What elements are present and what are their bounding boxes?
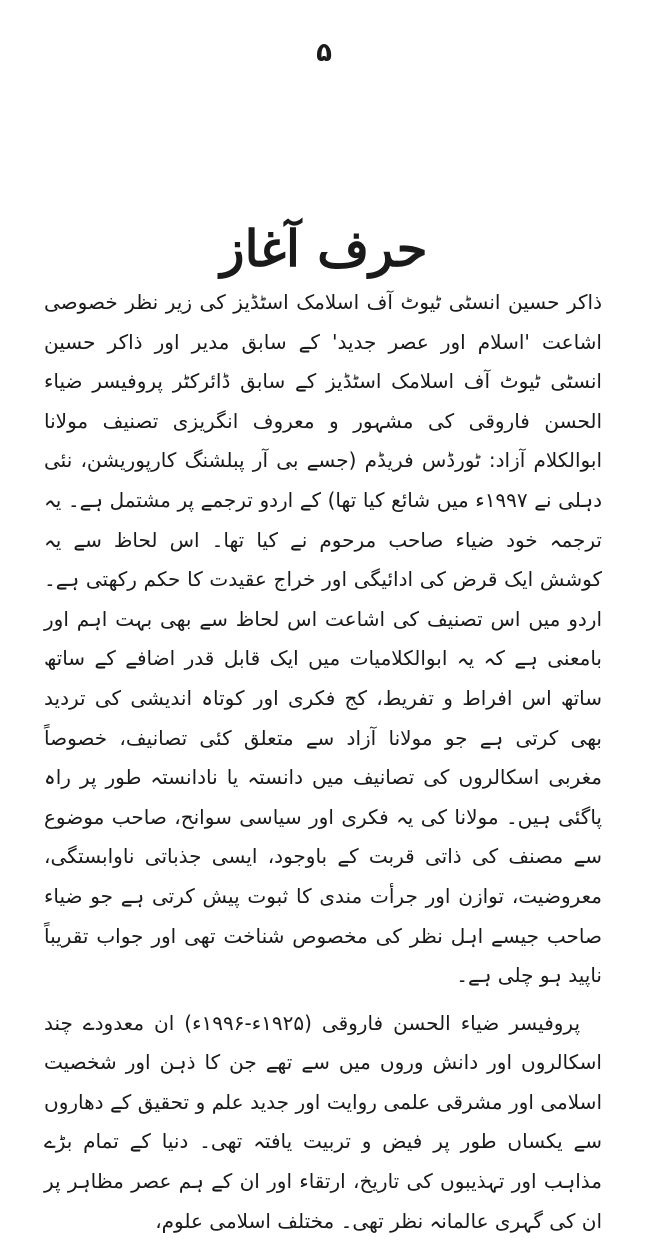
body-text [44,283,602,1241]
paragraph: پروفیسر ضیاء الحسن فاروقی (۱۹۲۵ء-۱۹۹۶ء) ان معدودے چند اسکالروں اور دانش وروں میں سے تھے جن کا ذہن اور شخصیت اسلامی اور مشرقی علمی روایت اور جدید علم و تحقیق کے دھاروں سے یکساں طور پر فیض و تربیت یافتہ تھی۔ دنیا کے تمام بڑے مذاہب اور تہذیبوں کی تاریخ، ارتقاء اور ان کے ہم عصر مظاہر پر ان کی گہری عالمانہ نظر تھی۔ مختلف اسلامی علوم، [44,1010,602,1233]
page-title: حرف آغاز [220,218,428,278]
paragraph: ذاکر حسین انسٹی ٹیوٹ آف اسلامک اسٹڈیز کی زیر نظر خصوصی اشاعت 'اسلام اور عصر جدید' کے سابق مدیر اور ذاکر حسین انسٹی ٹیوٹ آف اسلامک اسٹڈیز کے سابق ڈائرکٹر پروفیسر ضیاء الحسن فاروقی کی مشہور و معروف انگریزی تصنیف مولانا ابوالکلام آزاد: ٹورڈس فریڈم (جسے بی آر پبلشنگ کارپوریشن، نئی دہلی نے ۱۹۹۷ء میں شائع کیا تھا) کے اردو ترجمے پر مشتمل ہے۔ یہ ترجمہ خود ضیاء صاحب مرحوم نے کیا تھا۔ اس لحاظ سے یہ کوشش ایک قرض کی ادائیگی اور خراج عقیدت کا حکم رکھتی ہے۔ اردو میں اس تصنیف کی اشاعت اس لحاظ سے بھی بہت اہم اور بامعنی ہے کہ یہ ابوالکلامیات میں ایک قابل قدر اضافے کے ساتھ ساتھ اس افراط و تفریط، کج فکری اور کوتاہ اندیشی کی تردید بھی کرتی ہے جو مولانا آزاد سے متعلق کئی تصانیف، خصوصاً مغربی اسکالروں کی تصانیف میں دانستہ یا نادانستہ طور پر راہ پاگئی ہیں۔ مولانا کی یہ فکری اور سیاسی سوانح، صاحب موضوع سے مصنف کی ذاتی قربت کے باوجود، ایسی جذباتی ناوابستگی، معروضیت، توازن اور جرأت مندی کا ثبوت پیش کرتی ہے جو ضیاء صاحب جیسے اہل نظر کی مخصوص شناخت تھی اور جواب تقریباً ناپید ہو چلی ہے۔ [44,290,603,988]
page-number: ۵ [316,38,332,68]
